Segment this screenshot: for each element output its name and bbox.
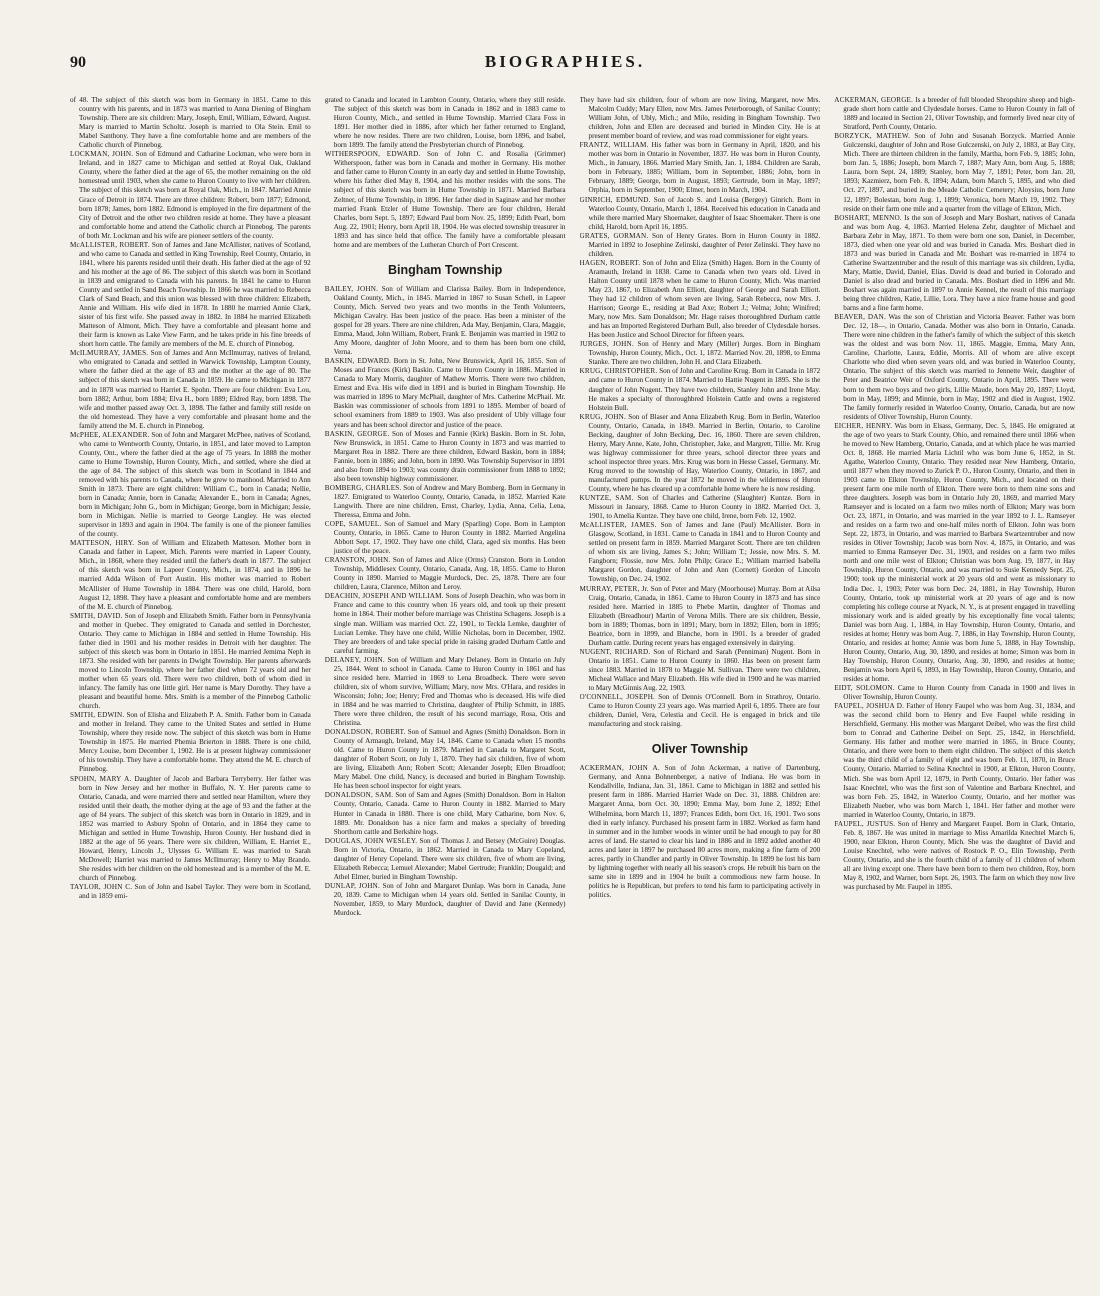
entry-name: HAGEN, ROBERT.	[579, 258, 641, 267]
biography-entry	[325, 656, 566, 728]
entry-text: Sons of Joseph Deachin, who was born in France and came to this country when 16 years old, and took up their present home in 1864. Their mother before marriage was Christina Schagens. Joseph is a single man. William was married Oct. 22, 1901, to Teckla Lemke, daughter of Lucian Lemke. They have one child, Willie Nicholas, born in December, 1902. They are breeders of and take special pride in raising graded Durham Cattle and careful farming.	[333, 592, 566, 655]
biography-entry	[70, 349, 311, 430]
biography-entry	[325, 556, 566, 592]
entry-name: McALLISTER, JAMES.	[579, 521, 657, 530]
entry-name: EICHER, HENRY.	[834, 421, 893, 430]
entry-name: CRANSTON, JOHN.	[324, 556, 391, 565]
entry-name: DEACHIN, JOSEPH AND WILLIAM.	[324, 592, 444, 601]
biography-entry	[325, 592, 566, 655]
entry-text: grated to Canada and located in Lambton County, Ontario, where they still reside. The subject of this sketch was born in Canada in 1862 and in 1883 came to Huron County, Mich., and settled in Hume Township. Married Clara Foss in 1891. Her mother died in 1886, after which her father returned to England, where he now resides. There are two children, Louise, born 1896, and Isabel, born 1899. The family attend the Presbyterian church of Pinnebog.	[324, 96, 566, 150]
entry-name: DONALDSON, ROBERT.	[324, 728, 406, 737]
entry-text: Son of John C. and Rosalia (Grimmer) Witherspoon, father was born in Canada and mother in Germany. His mother and father came to Huron County in an early day and settled in Hume Township, where his father died May 8, 1904, and his mother resides with the sons. The subject of this sketch was born in Hume Township in 1871. Married Barbara Zeltner, of Hume Township, in 1896. Her father died in Saginaw and her mother married Frank Etzler of Hume Township. There are four children, Herald Charles, born Sept. 5, 1897; Edward Paul born Nov. 25, 1899; Edith Pearl, born Aug. 22, 1901; Henry, born April 18, 1904. He was elected township treasurer in 1893 and has since held that office. The family have a comfortable pleasant home and are members of the Lutheran Church of Port Crescent.	[333, 150, 566, 249]
entry-text: Came to Huron County from Canada in 1900 and lives in Oliver Township, Huron County.	[843, 684, 1075, 702]
biography-entry	[325, 484, 566, 520]
entry-text: Son of Elisha and Elizabeth P. A. Smith. Father born in Canada and mother in Ireland. They came to the United States and settled in Hume Township, where they reside now. The subject of this sketch was born in Hume Township in 1875. He married Phemia Brierton in 1888. There is one child, Mercy Louise, born December 1, 1902. He is at present highway commissioner of his township. They have a comfortable home. They attend the M. E. church of Pinnebog.	[79, 711, 311, 774]
biography-entry	[325, 728, 566, 791]
entry-name: WITHERSPOON, EDWARD.	[324, 150, 421, 159]
entry-text: Son of James and Jane McAllister, natives of Scotland, and who came to Canada and settled in King Township, Reel County, Ontario, in 1841, where his parents resided until their death. His father died at the age of 92 and his mother at the age of 86. The subject of this sketch was born in Scotland in 1839 and emigrated to Canada with his parents. In 1841 he came to Huron County and settled in Sand Beach Township. In 1866 he was married to Rebecca Clark of Sand Beach, and this union was blessed with three children: Elizabeth, Annie and William. His wife died in 1878. In 1880 he married Annie Clark, sister of his first wife. She passed away in 1882. In 1884 he married Elizabeth Matteson of Almont, Mich. They have a comfortable and pleasant home and their farm is known as Lake View Farm, and he takes pride in his fine breeds of short horn cattle. The family are members of the M. E. church of Pinnebog.	[79, 240, 311, 349]
entry-name: COPE, SAMUEL.	[324, 520, 382, 529]
entry-name: MURRAY, PETER, Jr.	[579, 584, 649, 593]
biography-entry	[70, 96, 311, 150]
biography-entry	[70, 539, 311, 611]
entry-text: Son of William and Clarissa Bailey. Born in Independence, Oakland County, Mich., in 1845. Married in 1867 to Susan Schell, in Lapeer County, Mich. Served two years and two months in the Tenth Volunteers, Michigan Cavalry. Has been justice of the peace. Has been a minister of the gospel for 28 years. There are nine children, Ada May, Benjamin, Clara, Maggie, Emma, Maud, John William, Robert, Frank E. Benjamin was married in 1902 to Amy Moore, daughter of John Moore, and to them has been born one child, Verna.	[333, 284, 566, 357]
entry-text: Son of Henry Grates. Born in Huron County in 1882. Married in 1892 to Josephine Zelinski, daughter of Peter Zelinski. They have no children.	[588, 231, 821, 258]
column-1	[70, 96, 311, 1276]
biography-entry	[70, 775, 311, 884]
biography-entry	[70, 612, 311, 712]
column-2	[325, 96, 566, 1276]
biography-entry	[834, 702, 1075, 820]
biography-entry	[70, 150, 311, 240]
entry-text: Father of Henry Faupel who was born Aug. 31, 1834, and was the second child born to Henry and Eve Faupel while residing in Herschfield, Germany. His mother was Margaret Deibel, who was the first child born to Conrad and Catherine Deibel on Sept. 25, 1842, in Herschfield, Germany. His father and mother were married in 1865, in Bruce County, Ontario, and there were born to them eight children. The subject of this sketch was the third child of a family of eight and was born Feb. 11, 1870, in Bruce County, Ontario. Married to Selina Knechtel in 1900, at Elkton, Huron County, Mich. She was born April 12, 1879, in Perth County, Ontario. Her father was Isaac Knechtel, who was the first son of Valentine and Barbara Knechtel, and was born Feb. 25, 1842, in Waterloo County, Ontario, and her mother was Elizabeth Nueber, who was born March 1, 1841. Her father and mother were married in Waterloo County, Ontario, in 1879.	[843, 702, 1075, 819]
biography-entry	[325, 96, 566, 150]
entry-name: BORZYCK, MATHEW.	[834, 132, 911, 141]
biography-entry	[834, 132, 1075, 213]
biography-entry	[580, 232, 821, 259]
entry-text: Son of John Ackerman, a native of Dartenburg, Germany, and Anna Bohnenberger, a native of Indiana. He was born in Kendallville, Indiana, Jan. 31, 1861. Came to Michigan in 1882 and settled his present farm in 1886. Married Harriet Wade on Dec. 31, 1888. Children are: Margaret Anna, born Oct. 30, 1890; Emma May, born June 2, 1892; Ethel Wilhelmina, born March 11, 1897; Frances Edith, born Oct. 16, 1901. Two sons died in early infancy. Purchased his present farm in 1882. Worked as farm hand in summer and in the lumber woods in winter until he had enough to pay for 80 acres of land. He started to clear his land in 1886 and in 1892 added another 40 acres and later in 1897 he purchased 80 acres more, making a fine farm of 200 acres, partly in Chandler and partly in Oliver Township. In 1899 he lost his barn by lightning together with nearly all his season's crops. He rebuilt his barn on the same site in 1899 and in 1904 he built a commodious new farm house. In politics he is Republican, but prefers to tend his farm to participating actively in politics.	[588, 764, 821, 899]
entry-name: JURGES, JOHN.	[579, 340, 634, 349]
entry-name: BEAVER, DAN.	[834, 313, 886, 322]
entry-name: KUNTZE, SAM.	[579, 494, 634, 503]
entry-name: ACKERMAN, GEORGE.	[834, 96, 914, 104]
biography-entry	[580, 521, 821, 584]
running-head: BIOGRAPHIES.	[484, 52, 646, 71]
biography-entry	[325, 520, 566, 556]
entry-text: Son of Blaser and Anna Elizabeth Krug. Born in Berlin, Waterloo County, Ontario, Canada, in 1849. Married in Berlin, Ontario, to Caroline Becking, daughter of John Becking, Dec. 16, 1860. There are seven children, Henry, Mary Anne, Kate, John, Christopher, Jake, and Margrett, Tillie. Mr. Krug was highway commissioner for three years, school director three years and school inspector three years. Mrs. Krug was born in Hesse Cassel, Germany. Mr. Krug moved to the township of Hay, Waterloo County, Ontario, in 1867, and manufactured pumps. In the year 1872 he moved in the wilderness of Huron County, where he has cleared up a comfortable home where he is now residing.	[588, 412, 821, 494]
entry-text: Born in St. John, New Brunswick, April 16, 1855. Son of Moses and Frances (Kirk) Baskin. Came to Huron County in 1886. Married in Canada to Mary Morris, daughter of Mathew Morris. There were two children, Ernest and Eva. His wife died in 1891 and is buried in Bingham Township. He was married in 1896 to Mary McPhail, daughter of Mrs. Catherine McPhail. Mr. Baskin was commissioner of schools from 1891 to 1895. Member of board of school examiners from 1889 to 1903. Was also president of Ubly village four years and has been school director and justice of the peace.	[333, 357, 566, 429]
entry-name: KRUG, JOHN.	[579, 412, 627, 421]
biography-entry	[580, 96, 821, 141]
biography-entry	[70, 883, 311, 901]
biography-entry	[580, 585, 821, 648]
biography-entry	[325, 285, 566, 357]
entry-text: Son of Andrew and Mary Bomberg. Born in Germany in 1827. Emigrated to Waterloo County, Ontario, Canada, in 1852. Married Kate Langwith. There are nine children, Ernst, Charley, Lydia, Anna, Celia, Lena, Theressa, Emma and John.	[333, 483, 566, 519]
column-4	[834, 96, 1075, 1276]
entry-name: SMITH, DAVID.	[70, 611, 123, 620]
entry-name: FAUPEL, JOSHUA D.	[834, 702, 905, 711]
entry-name: DOUGLAS, JOHN WESLEY.	[324, 836, 418, 845]
entry-name: McALLISTER, ROBERT.	[70, 240, 150, 249]
entry-name: FRANTZ, WILLIAM.	[579, 141, 649, 150]
entry-text: Son of John and Isabel Taylor. They were born in Scotland, and in 1859 emi-	[79, 883, 311, 901]
page-header	[70, 52, 1060, 80]
column-3	[580, 96, 821, 1276]
entry-text: Son of Jacob S. and Louisa (Bergey) Ginrich. Born in Waterloo County, Ontario, March 1, 1864. Received his education in Canada and while there married Mary Shoemaker, daughter of Isaac Shoemaker. There is one child, Harold, born April 16, 1895.	[588, 195, 821, 231]
entry-name: BOMBERG, CHARLES.	[324, 483, 402, 492]
entry-text: Son of William and Mary Delaney. Born in Ontario on July 25, 1844. Went to school in Canada. Came to Huron County in 1861 and has since resided here. Married in 1869 to Lena Broadbeck. There were seven children, six of whom survive, William; Mary, now Mrs. O'Hara, and resides in Wisconsin; John; Joe; Henry; Fred and Thomas who is deceased. His wife died in 1884 and he was married to Christina, daughter of Philip Schmitt, in 1885. There were three children, the result of his second marriage, Rosa, Otis and Christina.	[333, 655, 566, 728]
entry-name: BASKIN, GEORGE.	[324, 429, 390, 438]
entry-text: Son of Henry and Margaret Faupel. Born in Clark, Ontario, Feb. 8, 1867. He was united in marriage to Miss Amarilda Knechtel March 6, 1900, near Elkton, Huron County, Mich. She was the daughter of David and Louise Knechtel, who were natives of Rostock P. O., Elin Township, Perth County, Ontario, and she is the fourth child of a family of 11 children of whom all are living except one. There have been born to them two children, Roy, born May 8, 1902, and Warner, born Sept. 26, 1903. The farm on which they now live was purchased by Mr. Faupel in 1895.	[843, 819, 1075, 892]
entry-text: Son of John and Eliza (Smith) Hagen. Born in the County of Aramauth, Ireland in 1838. Came to Canada when two years old. Lived in Halton County until 1878 when he came to Huron County, Mich. Was married May 23, 1867, to Elizabeth Ann Elliott, daughter of George and Sarah Elliott. They had 12 children of whom seven are living, Sarah Rebecca, now Mrs. J. Harrison; George E., residing at Bad Axe; Robert J.; Velma; John; Winifred; Mary, now Mrs. Sam Donaldson; Mr. Hage raises thoroughbred Durham cattle and has an Imported Registered Durham Bull, also breeder of Clydesdale horses. Has been Justice and School Director for fifteen years.	[588, 258, 821, 340]
entry-text: Son of Joseph and Elizabeth Smith. Father born in Pennsylvania and mother in Quebec. They emigrated to Canada and settled in Dorchester, Ontario. They came to Michigan in 1884 and settled in Hume Township. His father died in 1901 and his mother resides in Detroit with her daughter. The subject of this sketch was born in Ontario in 1851. He married Jemima Neph in 1873. She resided with her parents in Dwight Township. Her parents afterwards moved to Lincoln Township, where her father died when 72 years old and her mother when 65 years old. There were two children, both of whom died in infancy. The family has one little girl. Her name is Mary Dorothy. They have a pleasant and beautiful home. Mrs. Smith is a member of the Pinnebog Catholic church.	[79, 611, 311, 711]
entry-text: Son of Richard and Sarah (Penniman) Nugent. Born in Ontario in 1851. Came to Huron County in 1860. Has been on present farm since 1883. Married in 1878 to Maggie M. Sullivan. There were two children, Micheal Wallace and Mary Elizabeth. His wife died in 1900 and he was married to Mary McGinnis Aug. 22, 1903.	[588, 647, 821, 693]
biography-entry	[325, 882, 566, 918]
entry-text: Was born in Elsass, Germany, Dec. 5, 1845. He emigrated at the age of two years to Stark County, Ohio, and remained there until 1866 when he moved to New Hamberg, Ontario, Canada, and at which place he was married Oct. 8, 1868. He married Maria Lichtil who was born June 6, 1852, in St. Agathe, Waterloo County, Ontario. They resided near New Hamberg, Ontario, until 1877 when they moved to Zurick P. O., Huron County, Ontario, and then in 1903 came to Elkton Township, Huron County, Mich., and located on their present farm one mile north of Elkton. There were born to them nine sons and three daughters. Joseph was born in Ontario July 20, 1869, and married Mary Ramseyer and is located on a farm two miles north of Elkton; Mary was born Oct. 23, 1871, in Ontario, and was married in the year 1892 to J. L. Ramseyer and resides on a farm two and one-half miles north of Elkton. John was born Sept. 22, 1873, in Ontario, and was married to Barbara Swartzentruber and now resides in Oliver Township; Jacob was born Nov. 4, 1875, in Ontario, and was married to Emma Ramseyer Dec. 31, 1903, and resides on a farm two miles north and one mile west of Elkton; Christian was born Aug. 19, 1877, in Hay Township, Huron County, Ontario, and was married to Susie Kennedy Sept. 25, 1900; took up the ministerial work at 20 years old and went as missionary to India Dec. 1, 1903; Peter was born Dec. 24, 1881, in Hay Township, Huron County, Ontario, took up ministerial work at 20 years of age and is now completing his college course at Nyack, N. Y., is at present engaged in travelling missionary work and is aided greatly by his exceptionally fine vocal talents; Daniel was born Aug. 1, 1884, in Hay Township, Huron County, Ontario, and resides at home; Henry was born Aug. 7, 1886, in Hay Township, Huron County, Ontario, and resides at home; Annie was born June 5, 1888, in Hay Township, Huron County, Ontario, Aug. 30, 1890, and resides at home; Simon was born in Hay Township, Huron County, Ontario, Aug. 30, 1890, and resides at home; Benjamin was born April 6, 1893, in Hay Township, Huron County, Ontario, and resides at home.	[843, 421, 1075, 683]
biography-entry	[325, 791, 566, 836]
entry-text: Is a breeder of full blooded Shropshire sheep and high-grade short horn cattle and Clydesdale horses. Came to Huron County in fall of 1889 and located in Section 21, Oliver Township, and formerly lived near city of Stratford, Perth County, Ontario.	[843, 96, 1075, 132]
entry-text: Son of William and Elizabeth Matteson. Mother born in Canada and father in Lapeer, Mich. Parents were married in Lapeer County, Mich., in 1868, where they resided until the father's death in 1877. The subject of this sketch was born in Lapeer County, Mich., in 1874, and in 1896 he married Adda Wilson of Port Austin. His mother was married to Robert McAllister of Hume Township in 1884. There was one child, Harold, born August 12, 1898. They have a pleasant and comfortable home and are members of the M. E. church of Pinnebog.	[79, 539, 311, 611]
entry-text: Son of John and Margaret McPhee, natives of Scotland, who came to Wentworth County, Ontario, in 1851, and later moved to Lampton County, Ont., where the father died at the age of 75 years. In 1888 the mother came to Hume Township, Huron County, Mich., and settled, where she died at the age of 84. The subject of this sketch was born in Scotland in 1844 and removed with his parents to Canada, where he grew to manhood. Married to Ann Smith in 1873. There are eight children: William C., born in Canada; Nellie, born in Canada; Annie, born in Canada; Alexander E., born in Canada; Agnes, born in Michigan; John G., born in Michigan; George, born in Michigan; Jessie, born in Michigan. Nellie is married to George Langley. He was elected supervisor in 1893 and again in 1904. The family is one of the pioneer families of the county.	[79, 430, 311, 539]
entry-name: GINRICH, EDMUND.	[579, 195, 651, 204]
biography-entry	[580, 367, 821, 412]
entry-name: EIDT, SOLOMON.	[834, 684, 895, 693]
entry-text: Son of Charles and Catherine (Slaughter) Kuntze. Born in Missouri in January, 1868. Came to Huron County in 1882. Married Oct. 3, 1901, to Amelia Kuntze. They have one child, Irene, born Feb. 12, 1902.	[588, 494, 821, 521]
entry-name: SMITH, EDWIN.	[70, 711, 125, 720]
section-heading: Oliver Township	[651, 742, 749, 757]
entry-name: O'CONNELL, JOSEPH.	[579, 693, 656, 702]
biography-entry	[834, 684, 1075, 702]
biography-entry	[834, 96, 1075, 132]
entry-text: Son of John and Caroline Krug. Born in Canada in 1872 and came to Huron County in 1874. Married to Hattie Nugent in 1895. She is the daughter of John Nugent. They have two children, Stanley John and Irene May. He makes a specialty of thoroughbred Holstein Cattle and owns a registered Holstein Bull.	[588, 367, 821, 412]
biography-entry	[70, 431, 311, 540]
entry-name: DUNLAP, JOHN.	[324, 881, 380, 890]
biography-entry	[580, 141, 821, 195]
entry-name: BASKIN, EDWARD.	[324, 357, 392, 366]
text-columns	[70, 96, 1075, 1276]
entry-name: LOCKMAN, JOHN.	[70, 150, 134, 159]
biography-entry	[580, 413, 821, 494]
biography-entry	[834, 313, 1075, 422]
biography-entry	[580, 494, 821, 521]
entry-text: Son of James and Jane (Paul) McAllister. Born in Glasgow, Scotland, in 1831. Came to Canada in 1841 and to Huron County and settled on present farm in 1859. Married Margaret Scott. There are ten children of whom six are living, James S.; John; William T.; Jessie, now Mrs. S. M. Fangborn; Flossie, now Mrs. John Philp; Grace E.; William married Isabella Margaret Gordon, daughter of John and Ann (Cornett) Gordon of Lincoln Township, on Dec. 24, 1902.	[588, 521, 821, 584]
entry-text: of 48. The subject of this sketch was born in Germany in 1851. Came to this country with his parents, and in 1873 was married to Anna Diening of Bingham Township. There are six children: Mary, Joseph, Emil, William, Edward, August. Mary is married to Martin Scholtz. Joseph is married to Ola Stein. Emil to Mabel Santhony. They have a fine comfortable home and are members of the Catholic church of Pinnebog.	[70, 96, 311, 150]
entry-text: Son of James and Alice (Orms) Cranston. Born in London Township, Middlesex County, Ontario, Canada, Aug. 18, 1855. Came to Huron County in 1890. Married to Maggie Murdock, Dec. 25, 1878. There are four children, Laura, Clarence, Milton and Leroy.	[333, 556, 566, 592]
entry-name: DONALDSON, SAM.	[324, 791, 394, 800]
entry-text: Son of John and Susanah Borzyck. Married Annie Gulczenski, daughter of John and Rose Gulczenski, on July 2, 1883, at Bay City, Mich. There are thirteen children in the family, Martha, born Feb. 9, 1885; John, born Jan. 5, 1886; Joseph, born March 7, 1887; Mary Ann, born Aug. 5, 1888; Laura, born Sept. 24, 1889; Stanley, born May 7, 1891; Peter, born Jan. 20, 1893; Kazmierz, born Feb. 8, 1894; Adam, born March 5, 1895, and who died Oct. 27, 1897, and buried in the Meade Catholic Cemetery; Aloysius, born June 12, 1897; Bolestan, born Aug. 1, 1899; Veronica, born March 19, 1902. They reside on their farm one mile and a quarter from the village of Elkton, Mich.	[843, 132, 1075, 213]
entry-text: Son of Edmund and Catharine Lockman, who were born in Ireland, and in 1827 came to Michigan and settled at Royal Oak, Oakland County, where the father died at the age of 65, the mother remaining on the old homestead until 1903, when she came to Huron County to live with her children. The subject of this sketch was born at Royal Oak, Mich., in 1847. Married Annie Grace of Detroit in 1874. There are three children: Robert, born 1877; Edmond, born 1878; James, born 1882. Edmond is employed in the fire department of the City of Detroit and the other two children reside at home. They have a pleasant and comfortable home and attend the Catholic church at Pinnebog. The parents of both Mr. Lockman and his wife are pioneer settlers of the county.	[79, 150, 311, 240]
biography-entry	[325, 837, 566, 882]
entry-text: Son of John and Margaret Dunlap. Was born in Canada, June 20, 1839. Came to Michigan when 14 years old. Settled in Sanilac County, in November, 1859, to Mary Murdock, daughter of David and Jane (Kennedy) Murdock.	[333, 881, 566, 918]
entry-text: Son of Peter and Mary (Moorhouse) Murray. Born at Ailsa Craig, Ontario, Canada, in 1861. Came to Huron County in 1873 and has since resided here. Married in 1885 to Phebe Martin, daughter of Thomas and Elizabeth (Breadhour) Martin of Verona Mills. There are six children, Bessie, born in 1889; Thomas, born in 1891; Mary, born in 1892; Ellen, born in 1895; Beatrice, born in 1899, and Blanche, born in 1901. Is a breeder of graded Durham cattle. During recent years has engaged extensively in dairying.	[588, 584, 821, 647]
entry-text: Son of Sam and Agnes (Smith) Donaldson. Born in Halton County, Ontario, Canada. Came to Huron County in 1882. Married to Mary Hunter in Canada in 1880. There is one child, Mary Catharine, born Nov. 6, 1889. Mr. Donaldson has a nice farm and makes a specialty of breeding Shorthorn cattle and Berkshire hogs.	[333, 791, 566, 836]
entry-text: Is the son of Joseph and Mary Boshart, natives of Canada and was born Aug. 4, 1863. Married Helena Zehr, daughter of Michael and Barbara Zehr in May, 1871. To them were born one son, Daniel, in December, 1873, died when one year old and was buried in Canada. Mrs. Boshart died in 1873 and was buried in Canada and Mr. Boshart was re-married in 1874 to Catherine Swartzentruber and the result of this marriage was six children, Lydia, Mary, Mattie, David, Daniel, Elias. David is dead and buried in Colorado and Daniel is also dead and buried in Canada. Mrs. Boshart died in 1896 and Mr. Boshart was again married in 1897 to Annie Kennel, the result of this marriage being three children, Katie, Lillie, Lora. They have a nice frame house and good barns and a fine farm home.	[843, 213, 1075, 313]
biography-entry	[580, 693, 821, 729]
biography-entry	[325, 150, 566, 250]
entry-text: Son of Henry and Mary (Miller) Jurges. Born in Bingham Township, Huron County, Mich., Oct. 1, 1872. Married Nov. 20, 1898, to Emma Stanke. There are two children, John H. and Clara Elizabeth.	[588, 340, 821, 367]
biography-entry	[834, 820, 1075, 892]
entry-text: Was the son of Christian and Victoria Beaver. Father was born Dec. 12, 18—, in Ontario, Canada. Mother was also born in Ontario, Canada. There were nine children in the father's family of which the subject of this sketch was the oldest and was born Nov. 11, 1865. Maggie, Emma, Mary Ann, Caroline, Charlotte, Laura, Eddie, Morris. All of whom are alive except Charlotte who died when seven years old, and was buried in Waterloo County, Ontario. The subject of this sketch was married to Jennette Weir, daughter of Peter and Beatrice Weir of Oxford County, Ontario in April, 1895. There were born to them two boys and two girls, Lillie Maude, born May 20, 1897; Lloyd, born in May, 1899; and Minnie, born in May, 1902 and died in August, 1902. The family formerly resided in Waterloo County, Ontario, Canada, but are now residents of Oliver Township, Huron County.	[843, 313, 1075, 421]
entry-name: BOSHART, MENNO.	[834, 213, 902, 222]
entry-name: SPOHN, MARY A.	[70, 774, 132, 783]
page-number: 90	[70, 54, 86, 71]
entry-text: Son of Thomas J. and Betsey (McGuire) Douglas. Born in Victoria, Ontario, in 1862. Married in Canada to Mary Copeland, daughter of Henry Copeland. There were six children, five of whom are living, Elizabeth Rebecca; Lemuel Alexander; Mabel Gertrude; Franklin; Dougald; and Athel Elmer, buried in Bingham Township.	[333, 836, 566, 881]
entry-name: McILMURRAY, JAMES.	[70, 349, 149, 358]
entry-name: NUGENT, RICHARD.	[579, 647, 651, 656]
biography-entry	[325, 357, 566, 429]
entry-text: Son of Moses and Fannie (Kirk) Baskin. Born in St. John, New Brunswick, in 1851. Came to Huron County in 1873 and was married to Margaret Rea in 1882. There are three children, Edward Baskin, born in 1884; Fannie, born in 1886; and John, born in 1890. Was Township Supervisor in 1891 and also from 1894 to 1903; was county drain commissioner from 1888 to 1892; also been township highway commissioner.	[333, 429, 566, 483]
section-heading: Bingham Township	[387, 262, 503, 277]
biography-entry	[834, 214, 1075, 314]
entry-text: They have had six children, four of whom are now living, Margaret, now Mrs. Malcolm Cuddy; Mary Ellen, now Mrs. James Peterborough, of Sanilac County; William John, of Ubly, Mich.; and Milo, residing in Bingham Township. Two children, John and Ellen are deceased and buried in Minden City. He is at present member board of review, and was road commissioner for eight years.	[579, 96, 821, 141]
entry-text: Daughter of Jacob and Barbara Terryberry. Her father was born in New Jersey and her mother in Buffalo, N. Y. Her parents came to Ontario, Canada, and were married there and settled near Hamilton, where they resided until their death, the mother dying at the age of 93 and the father at the age of 84 years. The subject of this sketch was born in Ontario in 1829, and in 1852 was married to Asbury Spohn of Ontario, and in 1864 they came to Michigan and settled in Hume Township, Huron County. Her husband died in 1882 at the age of 56 years. There were six children, William, E. Harriet E., Howard, Henry, Lincoln J., Ulysses G. William E. was married to Sarah McDowell; Harriet was married to James McIlmurray; Henry to May Brando. She resides with her children on the old homestead and is a member of the M. E. church of Pinnebog.	[79, 774, 311, 883]
biography-entry	[580, 764, 821, 900]
entry-text: Son of James and Ann McIlmurray, natives of Ireland, who emigrated to Canada and settled in Warwick Township, Lampton County, where the father died at the age of 83 and the mother at the age of 80. The subject of this sketch was born in Canada in 1859. He came to Michigan in 1877 and in 1878 was married to Harriet E. Spohn. There are four children: Eva Lou, born 1882; Arthur, born 1884; Elva H., born 1889; Eldred Ray, born 1898. The wife and mother passed away Oct. 3, 1898. The father and family still reside on the old homestead. They have a very comfortable and pleasant home and the family attend the M. E. church in Pinnebog.	[79, 349, 311, 430]
entry-text: Son of Samuel and Agnes (Smith) Donaldson. Born in County of Armaugh, Ireland, May 14, 1846. Came to Canada when 15 months old. Came to Huron County in 1879. Married in Canada to Margaret Scott, daughter of Robert Scott, on July 1, 1870. They had six children, five of whom are living, Elizabeth Ann; Robert Scott; Alexander Joseph; Ellen Broadfoot; Mary Mabel. One child, Nancy, is deceased and buried in Bingham Township. He has been school inspector for eight years.	[333, 728, 566, 791]
entry-text: Son of Samuel and Mary (Sparling) Cope. Born in Lampton County, Ontario, in 1865. Came to Huron County in 1882. Married Angelina Abbott Sept. 17, 1902. They have one child, Clara, aged six months. Has been justice of the peace.	[333, 520, 566, 556]
entry-name: BAILEY, JOHN.	[324, 284, 379, 293]
entry-name: DELANEY, JOHN.	[324, 655, 385, 664]
entry-name: FAUPEL, JUSTUS.	[834, 819, 896, 828]
biography-entry	[834, 422, 1075, 684]
biography-entry	[70, 711, 311, 774]
biography-entry	[580, 196, 821, 232]
biography-entry	[325, 430, 566, 484]
entry-name: McPHEE, ALEXANDER.	[70, 430, 150, 439]
entry-text: Son of Dennis O'Connell. Born in Strathroy, Ontario. Came to Huron County 23 years ago. Was married April 6, 1895. There are four children, Daniel, Vera, Celestia and Cecil. He is engaged in brick and tile manufacturing and stock raising.	[588, 693, 821, 729]
biography-entry	[580, 340, 821, 367]
biography-entry	[70, 241, 311, 350]
entry-name: KRUG, CHRISTOPHER.	[579, 367, 658, 376]
entry-name: GRATES, GORMAN.	[579, 231, 649, 240]
entry-text: His father was born in Germany in April, 1820, and his mother was born in Ontario in November, 1837. He was born in Huron County, Mich., in January, 1866. Married Mary Smith, Jan. 1, 1884. Children are Sarah, born in February, 1885; William, born in September, 1886; John, born in February, 1889; George, born in August, 1893; Gertrude, born in May, 1897; Orphia, born in September, 1900; Elmer, born in March, 1904.	[588, 141, 821, 195]
entry-name: TAYLOR, JOHN C.	[70, 883, 133, 892]
entry-name: MATTESON, HIRY.	[70, 539, 135, 548]
biography-entry	[580, 259, 821, 340]
biography-entry	[580, 648, 821, 693]
entry-name: ACKERMAN, JOHN A.	[579, 764, 660, 773]
